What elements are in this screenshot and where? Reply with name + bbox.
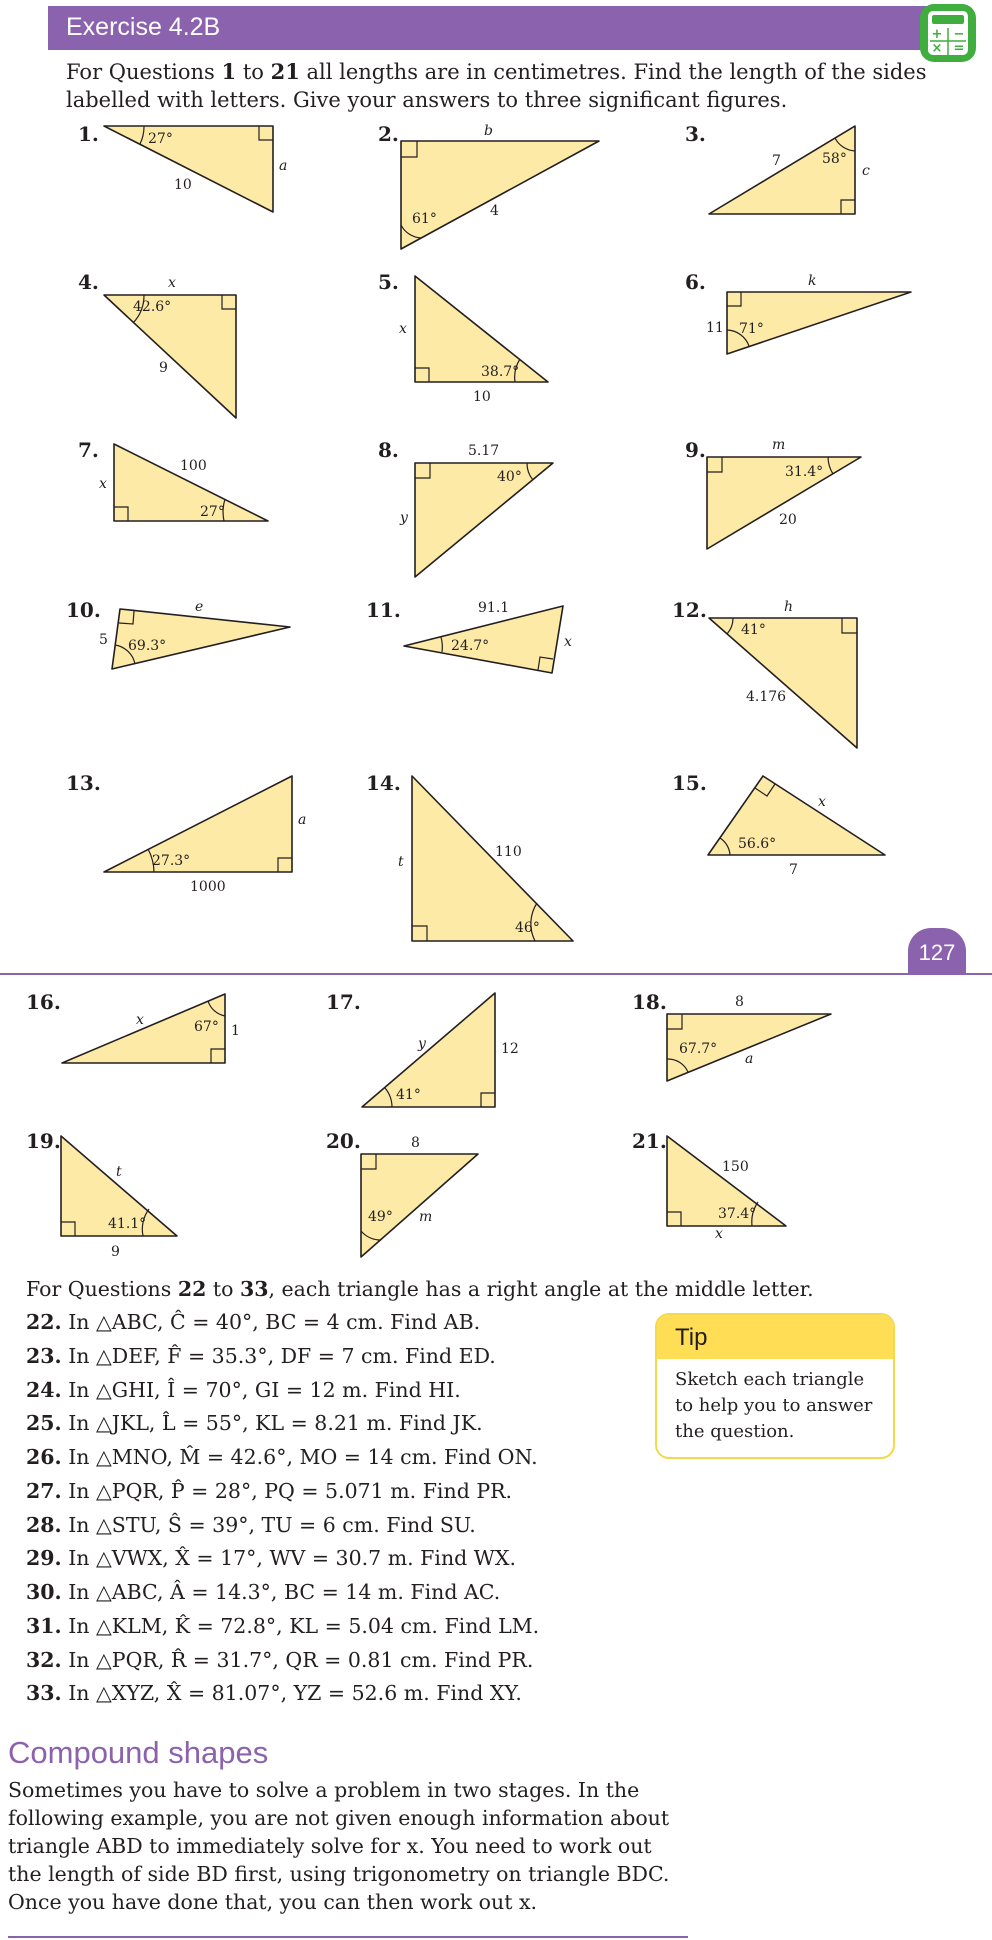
svg-text:b: b [484,123,493,139]
triangle-q8 [399,443,553,577]
svg-text:a: a [279,158,288,174]
svg-text:a: a [298,812,307,828]
question-number: 1. [78,122,99,146]
svg-text:67.7°: 67.7° [679,1041,718,1057]
svg-text:4.176: 4.176 [746,689,787,705]
svg-text:41.1°: 41.1° [108,1216,147,1232]
section-body: Sometimes you have to solve a problem in two stages. In the following example, you are not given enough information about triangle ABD to immediately solve for x. You need to work out the length of side BD first, using trigonometry on triangle BDC. Once you have done that, you can then work out x. [8,1778,670,1914]
triangle-q20 [361,1135,478,1257]
svg-text:42.6°: 42.6° [133,299,172,315]
svg-text:56.6°: 56.6° [738,836,777,852]
triangle-q18 [667,994,831,1081]
svg-text:5.17: 5.17 [468,443,500,459]
svg-text:49°: 49° [368,1209,393,1225]
triangle-q10 [99,599,290,669]
triangle-q5 [399,276,548,405]
svg-text:m: m [772,437,786,453]
question-number: 17. [326,990,361,1014]
triangle-q19 [61,1136,177,1260]
list-item: 29. In △VWX, X̂ = 17°, WV = 30.7 m. Find WX. [26,1546,516,1570]
svg-text:9: 9 [159,360,168,376]
question-number: 19. [26,1129,61,1153]
question-number: 13. [66,771,101,795]
svg-text:t: t [116,1164,122,1180]
svg-text:91.1: 91.1 [478,600,510,616]
intro-line-1: For Questions 1 to 21 all lengths are in centimetres. Find the length of the sides [66,59,927,84]
list-item: 23. In △DEF, F̂ = 35.3°, DF = 7 cm. Find ED. [26,1344,496,1368]
svg-text:41°: 41° [741,622,766,638]
svg-text:110: 110 [495,844,522,860]
exercise-title: Exercise 4.2B [66,13,221,41]
svg-text:71°: 71° [739,321,764,337]
svg-text:x: x [564,634,572,650]
svg-text:61°: 61° [412,211,437,227]
svg-text:8: 8 [735,994,744,1010]
svg-text:7: 7 [772,153,781,169]
question-number: 5. [378,270,399,294]
svg-text:=: = [953,41,965,56]
svg-text:k: k [808,273,817,289]
list-item: 32. In △PQR, R̂ = 31.7°, QR = 0.81 cm. Find PR. [26,1648,534,1672]
triangle-q13 [104,776,306,895]
svg-text:24.7°: 24.7° [451,638,490,654]
tip-title: Tip [675,1324,708,1351]
svg-text:8: 8 [411,1135,420,1151]
question-number: 11. [366,598,401,622]
svg-text:×: × [931,41,943,56]
svg-text:31.4°: 31.4° [785,464,824,480]
question-number: 9. [685,438,706,462]
list-item: 27. In △PQR, P̂ = 28°, PQ = 5.071 m. Find PR. [26,1479,513,1503]
triangle-q11 [404,600,572,673]
list-item: 30. In △ABC, Â = 14.3°, BC = 14 m. Find AC. [26,1580,501,1604]
triangle-q15 [708,776,885,878]
svg-text:9: 9 [111,1244,120,1260]
svg-text:27°: 27° [200,504,225,520]
svg-text:1000: 1000 [190,879,226,895]
question-number: 16. [26,990,61,1014]
svg-text:12: 12 [501,1041,519,1057]
list-item: 31. In △KLM, K̂ = 72.8°, KL = 5.04 cm. Find LM. [26,1614,540,1638]
svg-text:7: 7 [789,862,798,878]
svg-text:−: − [953,27,965,42]
svg-text:100: 100 [180,458,207,474]
list-item: 33. In △XYZ, X̂ = 81.07°, YZ = 52.6 m. Find XY. [26,1681,522,1705]
list-item: 26. In △MNO, M̂ = 42.6°, MO = 14 cm. Find ON. [26,1445,538,1469]
svg-text:41°: 41° [396,1087,421,1103]
question-number: 20. [326,1129,361,1153]
question-number: 21. [632,1129,667,1153]
svg-text:y: y [418,1036,426,1052]
list-item: 22. In △ABC, Ĉ = 40°, BC = 4 cm. Find AB. [26,1310,481,1334]
svg-text:11: 11 [706,320,724,336]
svg-text:a: a [745,1051,754,1067]
svg-text:150: 150 [722,1159,749,1175]
svg-text:20: 20 [779,512,797,528]
tip-box [655,1313,895,1459]
triangle-q16 [62,994,240,1063]
example-box-top-border [8,1936,688,1938]
triangle-q1 [104,126,287,212]
question-number: 14. [366,771,401,795]
list-item: 24. In △GHI, Î = 70°, GI = 12 m. Find HI. [26,1378,461,1402]
question-number: 2. [378,122,399,146]
svg-text:x: x [136,1012,144,1028]
svg-text:4: 4 [490,203,499,219]
triangle-q14 [398,776,573,941]
list-item: 25. In △JKL, L̂ = 55°, KL = 8.21 m. Find JK. [26,1411,483,1435]
tip-body: Sketch each triangle to help you to answer the question. [675,1369,873,1442]
triangle-q2 [401,123,599,249]
part2-intro: For Questions 22 to 33, each triangle has a right angle at the middle letter. [26,1277,814,1301]
triangle-q17 [362,993,519,1107]
svg-text:+: + [931,27,943,42]
page-number-badge: 127 [908,928,966,974]
question-number: 4. [78,270,99,294]
svg-text:x: x [818,794,826,810]
question-number: 18. [632,990,667,1014]
svg-text:x: x [99,476,107,492]
triangle-q9 [707,437,861,549]
triangle-q3 [709,126,870,214]
question-number: 7. [78,438,99,462]
svg-text:58°: 58° [822,151,847,167]
svg-text:38.7°: 38.7° [481,364,520,380]
question-number: 3. [685,122,706,146]
triangle-q21 [667,1136,786,1242]
section-heading: Compound shapes [8,1735,269,1770]
svg-text:h: h [784,599,794,615]
svg-text:5: 5 [99,632,108,648]
question-number: 6. [685,270,706,294]
triangle-q7 [99,444,268,521]
svg-text:t: t [398,854,404,870]
svg-text:m: m [419,1209,433,1225]
svg-text:27.3°: 27.3° [152,853,191,869]
svg-text:y: y [400,510,408,526]
question-number: 12. [672,598,707,622]
svg-text:10: 10 [174,177,192,193]
svg-text:37.4°: 37.4° [718,1206,757,1222]
svg-text:x: x [399,321,407,337]
svg-text:40°: 40° [497,469,522,485]
page-divider [0,973,992,975]
list-item: 28. In △STU, Ŝ = 39°, TU = 6 cm. Find SU. [26,1513,476,1537]
intro-line-2: labelled with letters. Give your answers to three significant figures. [66,88,788,112]
svg-text:c: c [862,163,870,179]
svg-text:67°: 67° [194,1019,219,1035]
svg-text:e: e [195,599,204,615]
question-number: 10. [66,598,101,622]
triangle-q4 [104,275,236,418]
svg-text:10: 10 [473,389,491,405]
triangle-q6 [706,273,911,354]
svg-text:1: 1 [231,1023,240,1039]
svg-text:27°: 27° [148,131,173,147]
question-number: 8. [378,438,399,462]
question-number: 15. [672,771,707,795]
triangle-q12 [709,599,857,748]
svg-text:x: x [715,1226,723,1242]
svg-text:x: x [168,275,176,291]
svg-text:46°: 46° [515,920,540,936]
svg-text:69.3°: 69.3° [128,638,167,654]
